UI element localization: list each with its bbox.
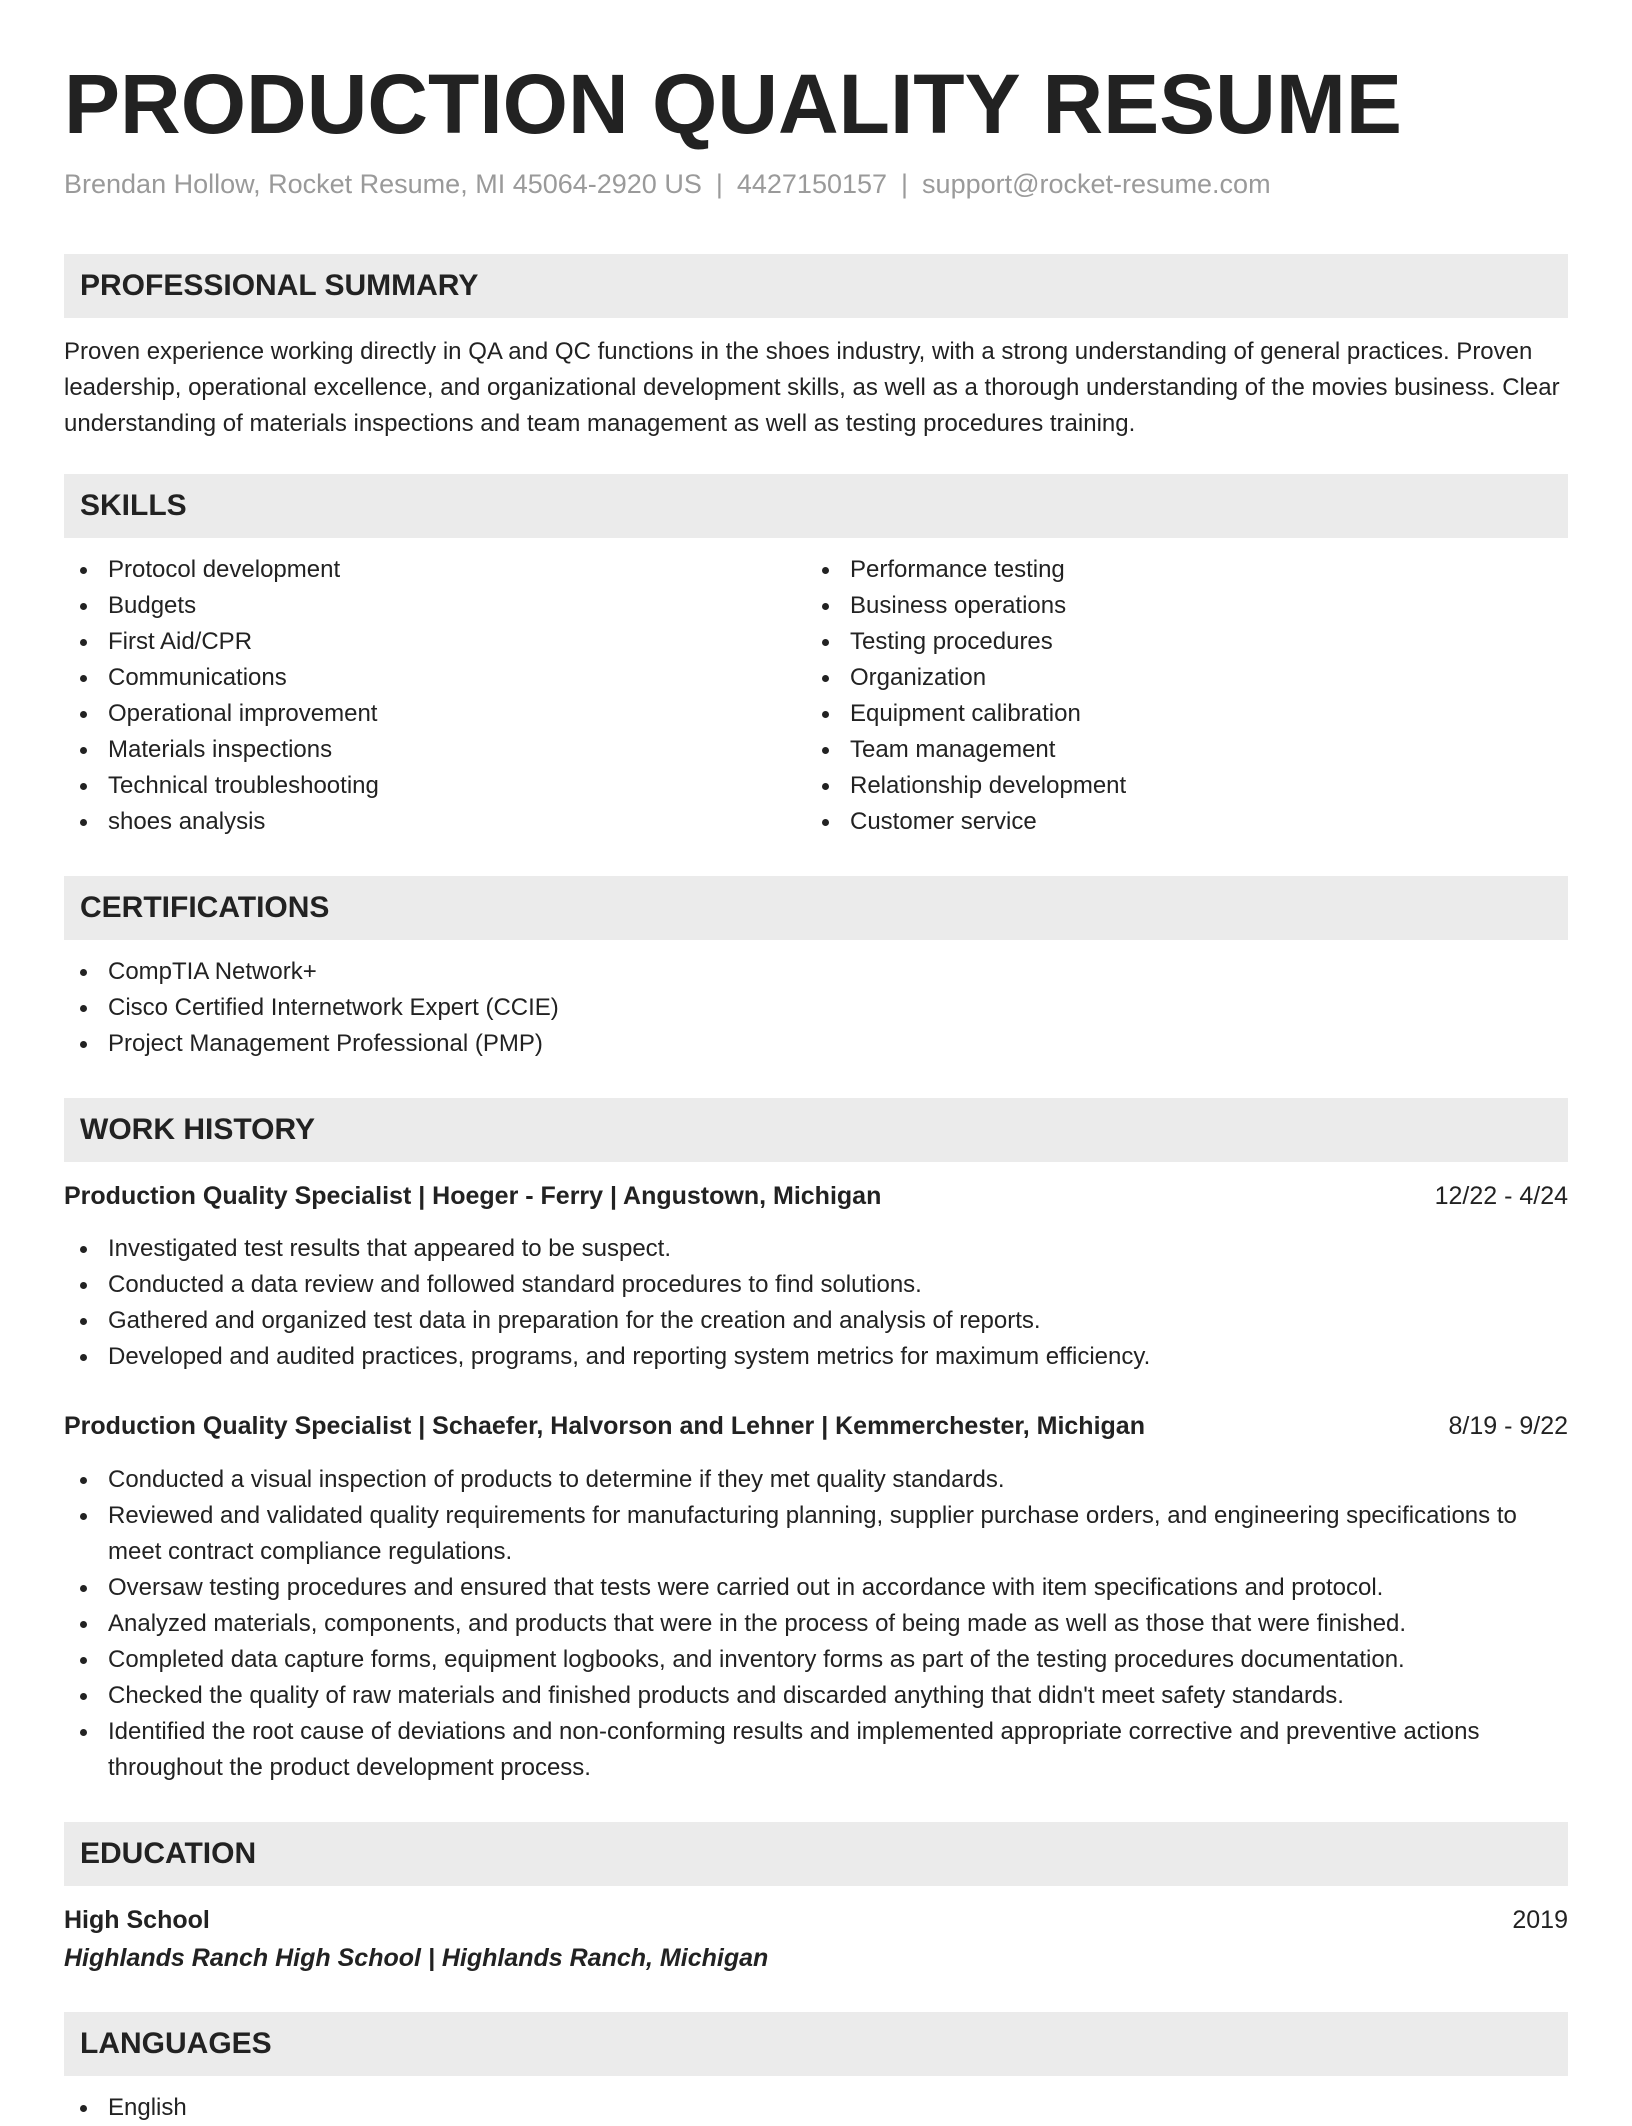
list-item: Equipment calibration (806, 696, 1546, 732)
list-item: Operational improvement (64, 696, 764, 732)
list-item: shoes analysis (64, 804, 764, 840)
contact-email: support@rocket-resume.com (922, 169, 1271, 199)
list-item: Oversaw testing procedures and ensured that tests were carried out in accordance with item specifications and protocol. (64, 1570, 1568, 1606)
certifications-list (64, 954, 1568, 1062)
list-item: Customer service (806, 804, 1546, 840)
list-item: Business operations (806, 588, 1546, 624)
section-heading-work: WORK HISTORY (64, 1098, 1568, 1162)
education-degree: High School (64, 1906, 210, 1934)
section-heading-certifications: CERTIFICATIONS (64, 876, 1568, 940)
list-item: Conducted a data review and followed standard procedures to find solutions. (64, 1267, 1568, 1303)
job-dates: 8/19 - 9/22 (1448, 1412, 1568, 1440)
section-heading-languages: LANGUAGES (64, 2012, 1568, 2076)
job-title: Production Quality Specialist | Schaefer, Halvorson and Lehner | Kemmerchester, Michigan (64, 1412, 1145, 1440)
education-year: 2019 (1512, 1906, 1568, 1934)
job-bullets (64, 1231, 1568, 1375)
resume-title: PRODUCTION QUALITY RESUME (64, 57, 1402, 151)
list-item: English (64, 2090, 1568, 2126)
list-item: Relationship development (806, 768, 1546, 804)
languages-list (64, 2090, 1568, 2126)
list-item: Performance testing (806, 552, 1546, 588)
contact-line (64, 166, 1271, 202)
skills-list-left (64, 552, 764, 840)
list-item: Team management (806, 732, 1546, 768)
contact-separator: | (715, 169, 723, 199)
list-item: Reviewed and validated quality requirements for manufacturing planning, supplier purchase orders, and engineering specifications to meet contract compliance regulations. (64, 1498, 1568, 1570)
education-school: Highlands Ranch High School | Highlands Ranch, Michigan (64, 1944, 769, 1972)
list-item: Project Management Professional (PMP) (64, 1026, 1568, 1062)
list-item: First Aid/CPR (64, 624, 764, 660)
list-item: Analyzed materials, components, and products that were in the process of being made as well as those that were finished. (64, 1606, 1568, 1642)
list-item: Organization (806, 660, 1546, 696)
job-title: Production Quality Specialist | Hoeger - Ferry | Angustown, Michigan (64, 1182, 882, 1210)
section-heading-skills: SKILLS (64, 474, 1568, 538)
list-item: Conducted a visual inspection of products to determine if they met quality standards. (64, 1462, 1568, 1498)
list-item: Technical troubleshooting (64, 768, 764, 804)
job-bullets (64, 1462, 1568, 1786)
contact-phone: 4427150157 (736, 169, 888, 199)
list-item: Testing procedures (806, 624, 1546, 660)
list-item: CompTIA Network+ (64, 954, 1568, 990)
list-item: Completed data capture forms, equipment logbooks, and inventory forms as part of the testing procedures documentation. (64, 1642, 1568, 1678)
section-heading-education: EDUCATION (64, 1822, 1568, 1886)
list-item: Investigated test results that appeared to be suspect. (64, 1231, 1568, 1267)
list-item: Developed and audited practices, programs, and reporting system metrics for maximum efficiency. (64, 1339, 1568, 1375)
job-dates: 12/22 - 4/24 (1434, 1182, 1568, 1210)
list-item: Checked the quality of raw materials and finished products and discarded anything that didn't meet safety standards. (64, 1678, 1568, 1714)
list-item: Gathered and organized test data in preparation for the creation and analysis of reports. (64, 1303, 1568, 1339)
list-item: Budgets (64, 588, 764, 624)
list-item: Materials inspections (64, 732, 764, 768)
contact-address: Brendan Hollow, Rocket Resume, MI 45064-2920 US (64, 169, 702, 199)
section-heading-summary: PROFESSIONAL SUMMARY (64, 254, 1568, 318)
list-item: Protocol development (64, 552, 764, 588)
list-item: Identified the root cause of deviations and non-conforming results and implemented appropriate corrective and preventive actions throughout the product development process. (64, 1714, 1568, 1786)
skills-list-right (806, 552, 1546, 840)
contact-separator: | (901, 169, 909, 199)
list-item: Communications (64, 660, 764, 696)
list-item: Cisco Certified Internetwork Expert (CCIE) (64, 990, 1568, 1026)
summary-text: Proven experience working directly in QA and QC functions in the shoes industry, with a strong understanding of general practices. Proven leadership, operational excellence, and organizational development skills, as well as a thorough understanding of the movies business. Clear understanding of materials inspections and team management as well as testing procedures training. (64, 338, 1560, 437)
